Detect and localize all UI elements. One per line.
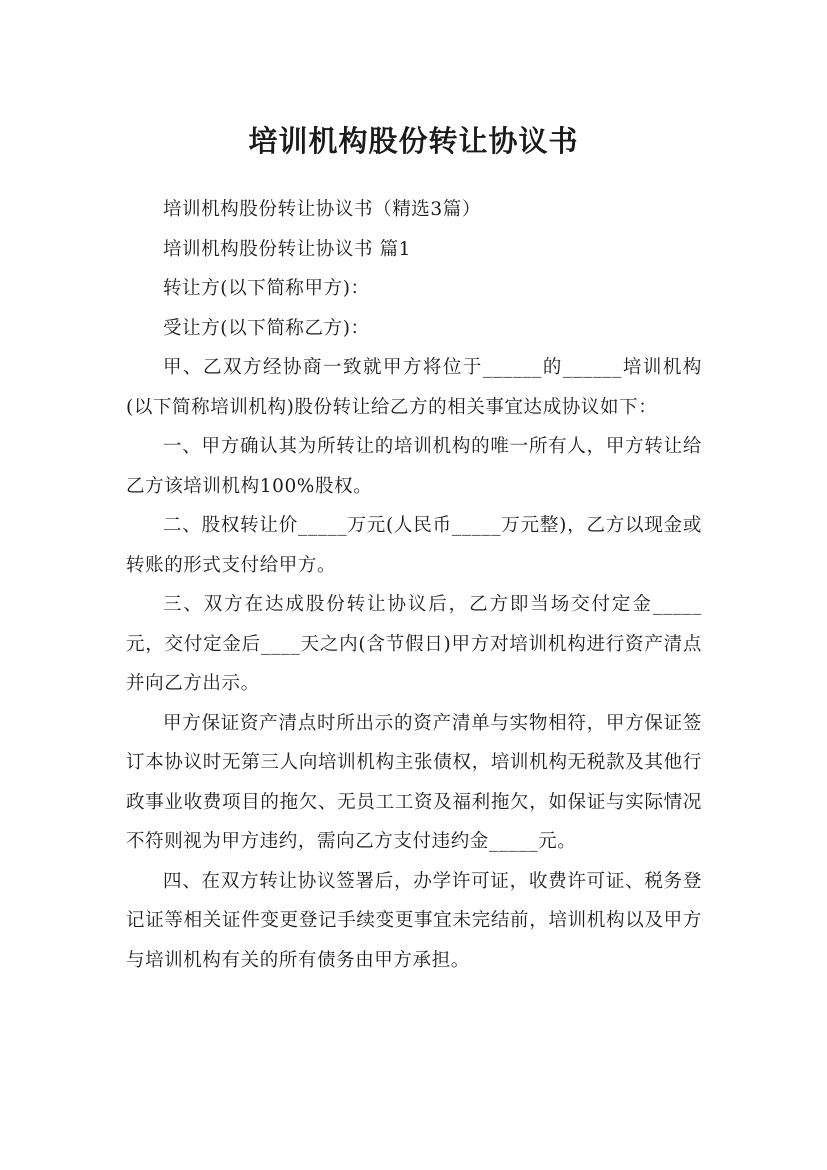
clause-1: 一、甲方确认其为所转让的培训机构的唯一所有人，甲方转让给乙方该培训机构100%股权。 [126, 436, 702, 497]
clause-3: 三、双方在达成股份转让协议后，乙方即当场交付定金_____元，交付定金后____天之内(含节假日)甲方对培训机构进行资产清点并向乙方出示。 [126, 594, 702, 694]
preamble-paragraph: 甲、乙双方经协商一致就甲方将位于______的______培训机构(以下简称培训机构)股份转让给乙方的相关事宜达成协议如下： [126, 357, 702, 418]
document-title: 培训机构股份转让协议书 [248, 124, 579, 159]
section-heading: 培训机构股份转让协议书 篇1 [163, 238, 412, 260]
clause-2: 二、股权转让价_____万元(人民币_____万元整)，乙方以现金或转账的形式支付给甲方。 [126, 515, 702, 576]
clause-3-guarantee: 甲方保证资产清点时所出示的资产清单与实物相符，甲方保证签订本协议时无第三人向培训机构主张债权，培训机构无税款及其他行政事业收费项目的拖欠、无员工工资及福利拖欠，如保证与实际情况不符则视为甲方违约，需向乙方支付违约金_____元。 [126, 712, 702, 852]
subtitle-paragraph: 培训机构股份转让协议书（精选3篇） [163, 199, 481, 220]
clause-4: 四、在双方转让协议签署后，办学许可证，收费许可证、税务登记证等相关证件变更登记手续变更事宜未完结前，培训机构以及甲方与培训机构有关的所有债务由甲方承担。 [126, 870, 702, 971]
document-body [126, 190, 702, 980]
transferor-line: 转让方(以下简称甲方)： [163, 278, 370, 299]
transferee-line: 受让方(以下简称乙方)： [163, 317, 370, 339]
